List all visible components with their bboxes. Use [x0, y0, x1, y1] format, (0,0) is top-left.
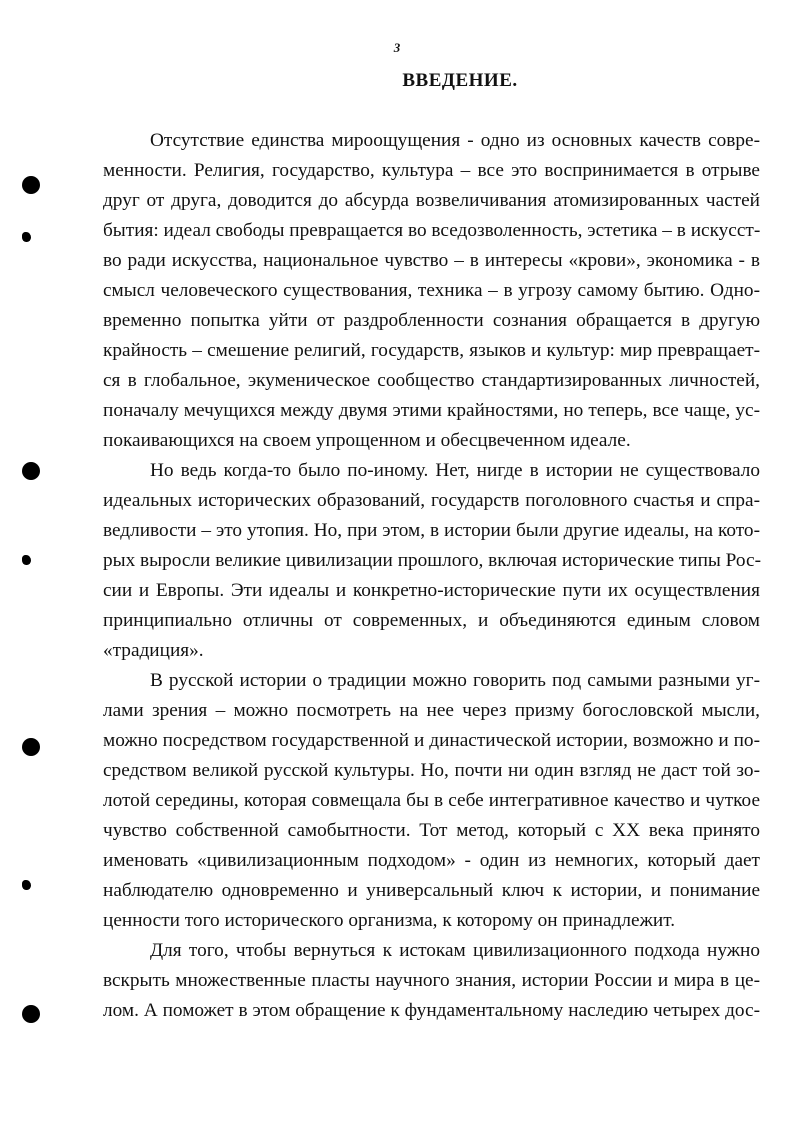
- text-line: наблюдателю одновременно и универсальный ключ к истории, и понимание: [103, 880, 760, 901]
- binder-hole: [22, 1005, 40, 1023]
- text-line: именовать «цивилизационным подходом» - один из немногих, который дает: [103, 850, 760, 871]
- text-line: средством великой русской культуры. Но, почти ни один взгляд не даст той зо-: [103, 760, 760, 781]
- text-line: Отсутствие единства мироощущения - одно из основных качеств совре-: [150, 130, 760, 151]
- text-line: смысл человеческого существования, техника – в угрозу самому бытию. Одно-: [103, 280, 760, 301]
- text-line: во ради искусства, национальное чувство – в интересы «крови», экономика - в: [103, 250, 760, 271]
- text-line: принципиально отличны от современных, и объединяются единым словом: [103, 610, 760, 631]
- text-line: друг от друга, доводится до абсурда возвеличивания атомизированных частей: [103, 190, 760, 211]
- text-line: В русской истории о традиции можно говорить под самыми разными уг-: [150, 670, 760, 691]
- margin-mark: [22, 555, 31, 565]
- binder-hole: [22, 738, 40, 756]
- text-line: ценности того исторического организма, к которому он принадлежит.: [103, 910, 676, 931]
- text-line: бытия: идеал свободы превращается во вседозволенность, эстетика – в искусст-: [103, 220, 761, 241]
- text-line: можно посредством государственной и династической истории, возможно и по-: [103, 730, 760, 751]
- text-line: Но ведь когда-то было по-иному. Нет, нигде в истории не существовало: [150, 460, 760, 481]
- text-line: крайность – смешение религий, государств, языков и культур: мир превращает-: [103, 340, 760, 361]
- text-line: сии и Европы. Эти идеалы и конкретно-исторические пути их осуществления: [103, 580, 760, 601]
- text-line: менности. Религия, государство, культура – все это воспринимается в отрыве: [103, 160, 760, 181]
- text-line: «традиция».: [103, 640, 204, 661]
- text-line: чувство собственной самобытности. Тот метод, который с XX века принято: [103, 820, 760, 841]
- margin-mark: [22, 232, 31, 242]
- page-title: ВВЕДЕНИЕ.: [402, 70, 518, 91]
- body-text: [103, 126, 760, 1026]
- text-line: лотой середины, которая совмещала бы в себе интегративное качество и чуткое: [103, 790, 760, 811]
- margin-mark: [22, 880, 31, 890]
- binder-hole: [22, 176, 40, 194]
- binder-hole: [22, 462, 40, 480]
- text-line: ведливости – это утопия. Но, при этом, в истории были другие идеалы, на кото-: [103, 520, 760, 541]
- text-line: идеальных исторических образований, государств поголовного счастья и спра-: [103, 490, 760, 511]
- text-line: временно попытка уйти от раздробленности сознания обращается в другую: [103, 310, 760, 331]
- page-number: 3: [393, 40, 401, 55]
- text-line: вскрыть множественные пласты научного знания, истории России и мира в це-: [103, 970, 760, 991]
- text-line: покаивающихся на своем упрощенном и обесцвеченном идеале.: [103, 430, 631, 451]
- text-line: лом. А поможет в этом обращение к фундаментальному наследию четырех дос-: [103, 1000, 760, 1021]
- text-line: рых выросли великие цивилизации прошлого, включая исторические типы Рос-: [103, 550, 762, 571]
- text-line: ся в глобальное, экуменическое сообщество стандартизированных личностей,: [103, 370, 760, 391]
- text-line: Для того, чтобы вернуться к истокам цивилизационного подхода нужно: [150, 940, 760, 961]
- text-line: поначалу мечущихся между двумя этими крайностями, но теперь, все чаще, ус-: [103, 400, 760, 421]
- text-line: лами зрения – можно посмотреть на нее через призму богословской мысли,: [103, 700, 760, 721]
